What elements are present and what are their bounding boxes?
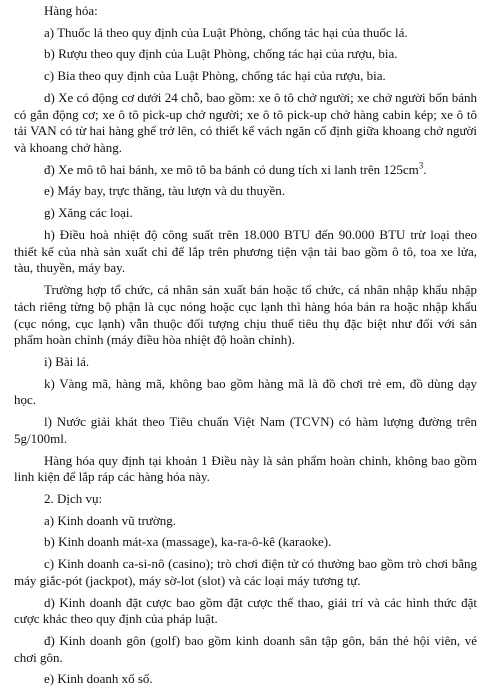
- paragraph-goods-i: i) Bài lá.: [44, 353, 90, 369]
- paragraph-services-heading: 2. Dịch vụ:: [44, 490, 103, 506]
- paragraph-goods-b: b) Rượu theo quy định của Luật Phòng, chống tác hại của rượu, bia.: [44, 46, 398, 62]
- paragraph-services-dd: đ) Kinh doanh gôn (golf) bao gồm kinh doanh sân tập gôn, bán thẻ hội viên, vé chơi gôn.: [14, 633, 477, 665]
- paragraph-goods-h-note: Trường hợp tổ chức, cá nhân sản xuất bán hoặc tổ chức, cá nhân nhập khẩu nhập tách riêng từng bộ phận là cục nóng hoặc cục lạnh thì hàng hóa bán ra hoặc nhập khẩu (cục nóng, cục lạnh) vẫn thuộc đối tượng chịu thuế tiêu thụ đặc biệt như đối với sản phẩm hoàn chỉnh (máy điều hòa nhiệt độ hoàn chỉnh).: [14, 282, 477, 348]
- paragraph-goods-k: k) Vàng mã, hàng mã, không bao gồm hàng mã là đồ chơi trẻ em, đồ dùng dạy học.: [14, 375, 477, 408]
- paragraph-goods-l: l) Nước giải khát theo Tiêu chuẩn Việt Nam (TCVN) có hàm lượng đường trên 5g/100ml.: [14, 414, 477, 446]
- paragraph-goods-heading: Hàng hóa:: [44, 3, 98, 18]
- paragraph-services-a: a) Kinh doanh vũ trường.: [44, 512, 176, 528]
- paragraph-goods-g: g) Xăng các loại.: [44, 205, 133, 221]
- paragraph-goods-c: c) Bia theo quy định của Luật Phòng, chống tác hại của rượu, bia.: [44, 68, 386, 84]
- paragraph-services-c: c) Kinh doanh ca-si-nô (casino); trò chơi điện tử có thưởng bao gồm trò chơi bằng máy giắc-pót (jackpot), máy sờ-lot (slot) và các loại máy tương tự.: [14, 556, 477, 588]
- paragraph-goods-h: h) Điều hoà nhiệt độ công suất trên 18.000 BTU đến 90.000 BTU trừ loại theo thiết kế của nhà sản xuất chỉ để lắp trên phương tiện vận tải bao gồm ô tô, toa xe lửa, tàu, thuyền, máy bay.: [14, 226, 477, 276]
- paragraph-goods-note: Hàng hóa quy định tại khoản 1 Điều này là sản phẩm hoàn chỉnh, không bao gồm linh kiện để lắp ráp các hàng hóa này.: [14, 452, 477, 485]
- paragraph-goods-dd-text: đ) Xe mô tô hai bánh, xe mô tô ba bánh có dung tích xi lanh trên 125cm: [44, 161, 419, 177]
- paragraph-goods-dd: [14, 162, 477, 179]
- paragraph-services-d: d) Kinh doanh đặt cược bao gồm đặt cược thể thao, giải trí và các hình thức đặt cược khác theo quy định của pháp luật.: [14, 594, 477, 627]
- paragraph-goods-a: a) Thuốc lá theo quy định của Luật Phòng, chống tác hại của thuốc lá.: [44, 24, 408, 40]
- paragraph-goods-e: e) Máy bay, trực thăng, tàu lượn và du thuyền.: [44, 183, 286, 199]
- paragraph-goods-dd-tail: .: [423, 161, 427, 177]
- superscript-cubic: 3: [418, 160, 424, 171]
- paragraph-goods-d: d) Xe có động cơ dưới 24 chỗ, bao gồm: xe ô tô chở người; xe chở người bốn bánh có gắn động cơ; xe ô tô pick-up chở người; xe ô tô pick-up chở hàng cabin kép; xe ô tô tải VAN có từ hai hàng ghế trở lên, có thiết kế vách ngăn cố định giữa khoang chở người và khoang chở hàng.: [14, 89, 477, 156]
- paragraph-services-b: b) Kinh doanh mát-xa (massage), ka-ra-ô-kê (karaoke).: [44, 534, 332, 550]
- paragraph-services-e: e) Kinh doanh xổ số.: [44, 671, 153, 687]
